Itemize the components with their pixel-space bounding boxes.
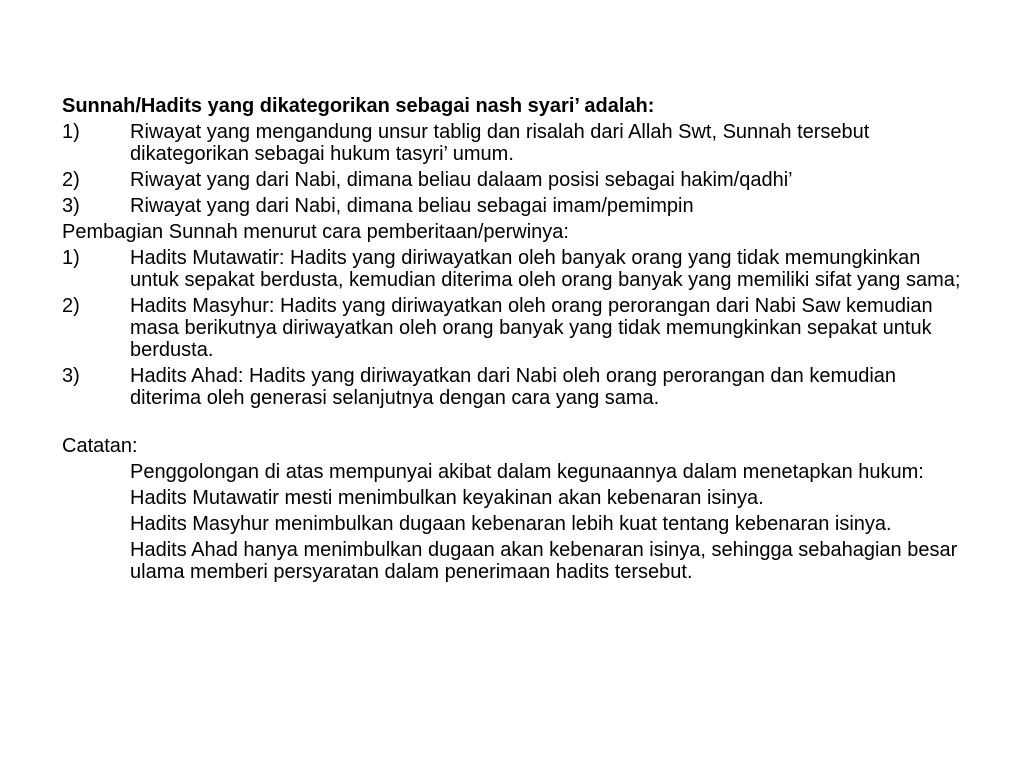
item-number: 1) [62,247,80,269]
section2-item-3 [62,365,972,409]
slide-content [62,95,972,587]
item-text: Riwayat yang dari Nabi, dimana beliau dalaam posisi sebagai hakim/qadhi’ [130,169,793,191]
notes-heading: Catatan: [62,435,138,457]
section1-item-3 [62,195,972,217]
item-number: 3) [62,365,80,387]
item-text: Hadits Mutawatir: Hadits yang diriwayatkan oleh banyak orang yang tidak memungkinkan untuk sepakat berdusta, kemudian diterima oleh orang banyak yang memiliki sifat yang sama; [130,247,961,291]
notes-paragraph-4: Hadits Ahad hanya menimbulkan dugaan akan kebenaran isinya, sehingga sebahagian besar ulama memberi persyaratan dalam penerimaan hadits tersebut. [130,539,958,583]
section2-heading: Pembagian Sunnah menurut cara pemberitaan/perwinya: [62,221,569,243]
item-number: 2) [62,295,80,317]
spacer [62,413,972,435]
section2-item-1 [62,247,972,291]
item-number: 2) [62,169,80,191]
section1-item-2 [62,169,972,191]
item-text: Hadits Masyhur: Hadits yang diriwayatkan oleh orang perorangan dari Nabi Saw kemudian masa berikutnya diriwayatkan oleh orang banyak yang tidak memungkinkan sepakat untuk berdusta. [130,295,933,361]
section1-heading: Sunnah/Hadits yang dikategorikan sebagai nash syari’ adalah: [62,95,655,117]
item-number: 3) [62,195,80,217]
item-text: Hadits Ahad: Hadits yang diriwayatkan dari Nabi oleh orang perorangan dan kemudian diterima oleh generasi selanjutnya dengan cara yang sama. [130,365,897,409]
item-text: Riwayat yang mengandung unsur tablig dan risalah dari Allah Swt, Sunnah tersebut dikategorikan sebagai hukum tasyri’ umum. [130,121,870,165]
notes-paragraph-3: Hadits Masyhur menimbulkan dugaan kebenaran lebih kuat tentang kebenaran isinya. [130,513,892,535]
section1-item-1 [62,121,972,165]
item-text: Riwayat yang dari Nabi, dimana beliau sebagai imam/pemimpin [130,195,694,217]
item-number: 1) [62,121,80,143]
notes-paragraph-2: Hadits Mutawatir mesti menimbulkan keyakinan akan kebenaran isinya. [130,487,764,509]
section2-item-2 [62,295,972,361]
notes-paragraph-1: Penggolongan di atas mempunyai akibat dalam kegunaannya dalam menetapkan hukum: [130,461,924,483]
